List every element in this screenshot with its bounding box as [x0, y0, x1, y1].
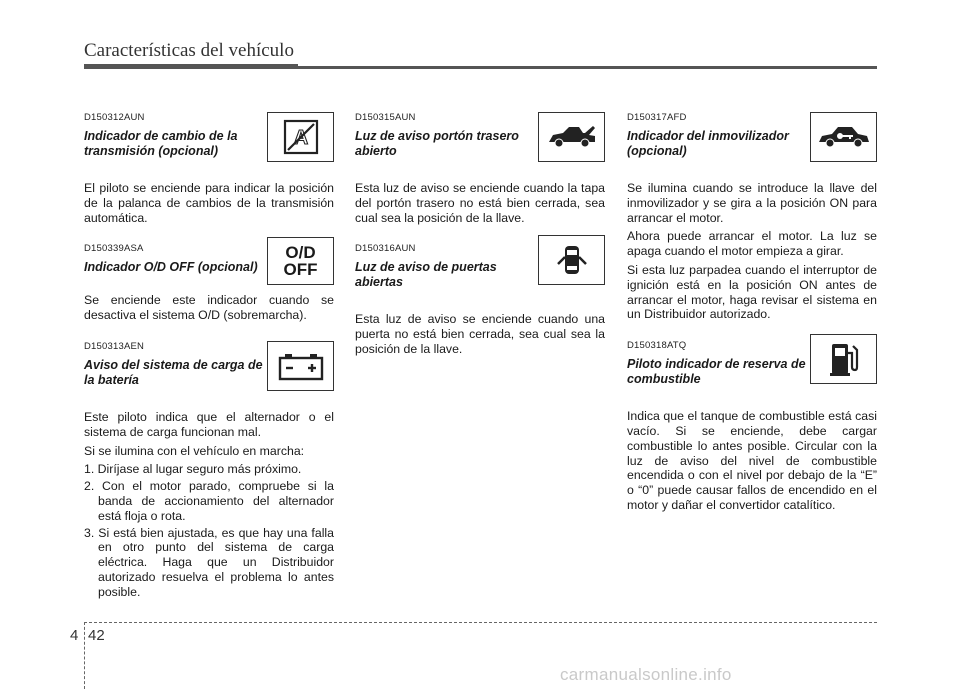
section-code: D150315AUN — [355, 112, 416, 123]
section-title: Luz de aviso de puertas abiertas — [355, 260, 497, 290]
section-title: Indicador de cambio de la transmisión (opcional) — [84, 129, 238, 158]
section-body: Si esta luz parpadea cuando el interruptor de ignición está en la posición ON antes de arrancar el motor, haga revisar el sistema en un Distribuidor autorizado. — [627, 262, 877, 322]
list-item: 3. Si está bien ajustada, es que hay una falla en otro punto del sistema de carga eléctrica. Haga que un Distribuidor autorizado resuelva el problema lo antes posible. — [84, 525, 334, 599]
list-item: 1. Diríjase al lugar seguro más próximo. — [84, 462, 302, 477]
section-transmission-indicator — [84, 112, 334, 225]
battery-steps-list — [84, 462, 334, 599]
left-column — [84, 112, 334, 602]
immobilizer-key-icon — [810, 112, 877, 162]
section-code: D150318ATQ — [627, 340, 687, 352]
section-code: D150317AFD — [627, 112, 687, 123]
section-trunk-open — [355, 112, 605, 225]
watermark-text: carmanualsonline.info — [560, 665, 732, 684]
door-open-icon — [538, 235, 605, 285]
section-body: Esta luz de aviso se enciende cuando una puerta no está bien cerrada, sea cual sea la posición de la llave. — [355, 312, 605, 356]
section-door-open — [355, 243, 605, 356]
fuel-pump-icon — [810, 334, 877, 384]
section-body: Este piloto indica que el alternador o el sistema de carga funcionan mal. — [84, 409, 334, 439]
section-od-off — [84, 243, 334, 323]
section-code: D150316AUN — [355, 243, 416, 255]
od-off-icon-text: O/D OFF — [283, 243, 318, 280]
section-code: D150339ASA — [84, 243, 144, 255]
right-column — [627, 112, 877, 517]
header-rule — [84, 66, 877, 69]
section-fuel-reserve — [627, 340, 877, 513]
footer-chapter-number: 4 — [70, 627, 79, 644]
section-title: Indicador O/D OFF (opcional) — [84, 260, 258, 275]
section-code: D150313AEN — [84, 340, 145, 352]
footer-page-number: 42 — [88, 627, 105, 644]
list-item: 2. Con el motor parado, compruebe si la banda de accionamiento del alternador está floja o rota. — [84, 479, 334, 523]
section-body: Indica que el tanque de combustible está casi vacío. Si se enciende, debe cargar combustible lo antes posible. Circular con la luz de aviso del nivel de combustible encendida o con el nivel por debajo de la “E” o “0” puede causar fallos de encendido en el motor y dañar el convertidor catalítico. — [627, 409, 877, 512]
section-body: Se enciende este indicador cuando se desactiva el sistema O/D (sobremarcha). — [84, 293, 334, 323]
section-body: El piloto se enciende para indicar la posición de la palanca de cambios de la transmisión automática. — [84, 181, 334, 225]
section-title: Piloto indicador de reserva de combustible — [627, 357, 806, 387]
section-title: Luz de aviso portón trasero abierto — [355, 129, 519, 158]
section-code: D150312AUN — [84, 112, 145, 123]
section-body: Si se ilumina con el vehículo en marcha: — [84, 443, 305, 458]
section-title: Indicador del inmovilizador (opcional) — [627, 129, 789, 158]
section-battery-warning — [84, 341, 334, 600]
section-body: Ahora puede arrancar el motor. La luz se apaga cuando el motor empieza a girar. — [627, 229, 877, 259]
battery-icon — [267, 341, 334, 391]
od-off-icon — [267, 237, 334, 285]
section-body: Esta luz de aviso se enciende cuando la tapa del portón trasero no está bien cerrada, sea cual sea la posición de la llave. — [355, 181, 605, 225]
section-body: Se ilumina cuando se introduce la llave del inmovilizador y se gira a la posición ON para arrancar el motor. — [627, 181, 877, 225]
trunk-open-icon — [538, 112, 605, 162]
footer-separator — [84, 622, 85, 689]
section-immobilizer — [627, 112, 877, 322]
middle-column — [355, 112, 605, 361]
footer-rule — [84, 622, 877, 623]
page-header-title: Características del vehículo — [84, 40, 294, 61]
section-title: Aviso del sistema de carga de la batería — [84, 357, 263, 387]
gear-shift-icon — [267, 112, 334, 162]
svg-text:A: A — [293, 127, 308, 149]
